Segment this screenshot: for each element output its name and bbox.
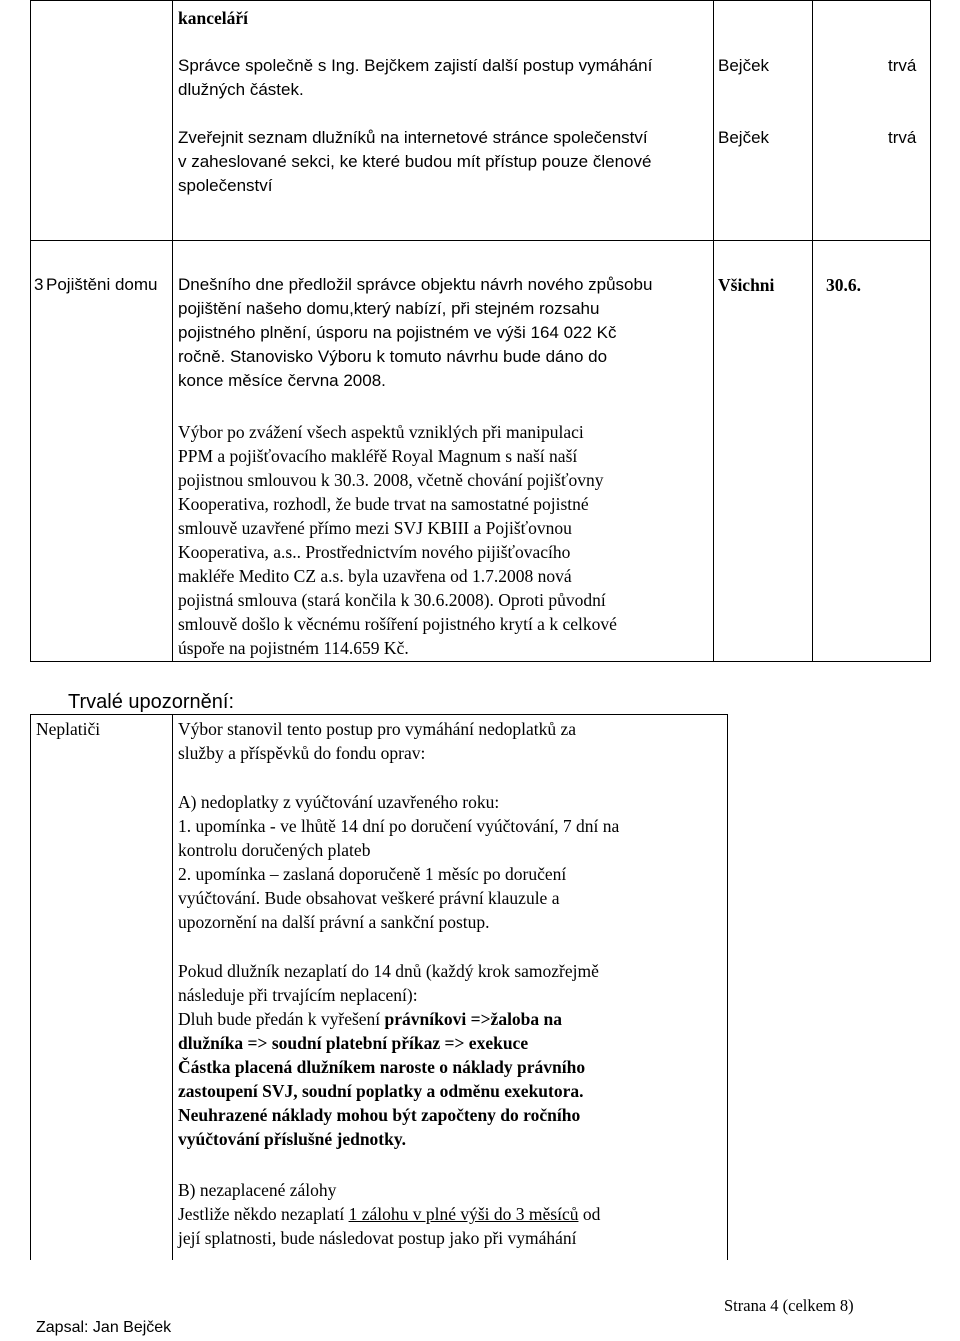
notice-p-line: následuje při trvajícím neplacení): (178, 985, 418, 1005)
notice-b-line: B) nezaplacené zálohy (178, 1180, 337, 1200)
row1-text (178, 54, 652, 102)
row2-when: trvá (888, 128, 917, 147)
row1-when: trvá (888, 56, 917, 75)
notice-border-left (30, 714, 31, 1260)
row1-line: Správce společně s Ing. Bejčkem zajistí další postup vymáhání (178, 56, 653, 75)
notice-p-line-mixed (178, 1007, 599, 1031)
notice-bold-line: zastoupení SVJ, soudní poplatky a odměnu exekutora. (178, 1081, 584, 1101)
notice-bold-line: dlužníka => soudní platební příkaz => exekuce (178, 1033, 529, 1053)
notice-intro-line: služby a příspěvků do fondu oprav: (178, 743, 426, 763)
item3-p2-line: makléře Medito CZ a.s. byla uzavřena od 1.7.2008 nová (178, 566, 572, 586)
item3-p1-line: konce měsíce června 2008. (178, 371, 386, 390)
item3-p1-line: Dnešního dne předložil správce objektu návrh nového způsobu (178, 275, 653, 294)
item3-paragraph-1 (178, 273, 652, 393)
item3-p2-line: PPM a pojišťovacího makléřě Royal Magnum s naší naší (178, 446, 578, 466)
item3-p2-line: pojistná smlouva (stará končila k 30.6.2008). Oproti původní (178, 590, 606, 610)
notice-a-line: A) nedoplatky z vyúčtování uzavřeného roku: (178, 792, 500, 812)
section-header: kanceláří (178, 8, 248, 28)
notice-p-normal: Dluh bude předán k vyřešení (178, 1009, 385, 1029)
notice-intro-line: Výbor stanovil tento postup pro vymáhání nedoplatků za (178, 719, 577, 739)
item3-p2-line: smlouvě došlo k věcnému rošíření pojistného krytí a k celkové (178, 614, 617, 634)
notice-border-right (727, 714, 728, 1260)
notice-b-text-end: od (578, 1204, 601, 1224)
row2-line: společenství (178, 176, 273, 195)
item-topic: Pojištěni domu (46, 275, 158, 294)
page-number: Strana 4 (celkem 8) (724, 1296, 854, 1315)
notice-bold-line: Částka placená dlužníkem naroste o náklady právního (178, 1057, 586, 1077)
item3-p2-line: Výbor po zvážení všech aspektů vzniklých při manipulaci (178, 422, 584, 442)
notice-label: Neplatiči (36, 719, 101, 739)
item3-p1-line: pojistného plnění, úsporu na pojistném ve výši 164 022 Kč (178, 323, 617, 342)
item-number: 3 (34, 275, 44, 294)
notice-b-line-mixed (178, 1202, 600, 1226)
item3-p2-line: smlouvě uzavřené přímo mezi SVJ KBIII a Pojišťovnou (178, 518, 572, 538)
row1-line: dlužných částek. (178, 80, 304, 99)
notice-a-line: kontrolu doručených plateb (178, 840, 371, 860)
notice-bold-line: Neuhrazené náklady mohou být započteny do ročního (178, 1105, 581, 1125)
row2-line: v zaheslované sekci, ke které budou mít přístup pouze členové (178, 152, 652, 171)
row2-line: Zveřejnit seznam dlužníků na internetové stránce společenství (178, 128, 648, 147)
footer-author: Zapsal: Jan Bejček (36, 1319, 172, 1336)
table-border-right (930, 0, 931, 662)
notice-bold-line: vyúčtování příslušné jednotky. (178, 1129, 407, 1149)
item3-p2-line: Kooperativa, a.s.. Prostřednictvím nového pijišťovacího (178, 542, 571, 562)
notice-procedure (178, 959, 599, 1151)
table-border-bottom (30, 661, 931, 662)
notice-b-underlined: 1 zálohu v plné výši do 3 měsíců (348, 1204, 579, 1224)
notice-a-line: vyúčtování. Bude obsahovat veškeré právní klauzule a (178, 888, 560, 908)
table-col-divider-text (172, 0, 173, 662)
notice-col-divider (172, 714, 173, 1260)
table-row-divider (30, 240, 931, 241)
item3-p2-line: pojistnou smlouvou k 30.3. 2008, včetně chování pojišťovny (178, 470, 604, 490)
permanent-heading: Trvalé upozornění: (68, 691, 235, 713)
notice-a-line: 1. upomínka - ve lhůtě 14 dní po doručení vyúčtování, 7 dní na (178, 816, 620, 836)
notice-section-b (178, 1178, 600, 1250)
notice-p-bold: právníkovi =>žaloba na (384, 1009, 563, 1029)
notice-border-top (30, 714, 728, 715)
row2-text (178, 126, 651, 198)
table-border-left (30, 0, 31, 662)
table-col-divider-who (713, 0, 714, 662)
item3-p2-line: Kooperativa, rozhodl, že bude trvat na samostatné pojistné (178, 494, 589, 514)
item3-who: Všichni (718, 275, 775, 295)
row2-who: Bejček (718, 128, 770, 147)
notice-b-line: její splatnosti, bude následovat postup jako při vymáhání (178, 1228, 577, 1248)
notice-b-text: Jestliže někdo nezaplatí (178, 1204, 349, 1224)
notice-a-line: 2. upomínka – zaslaná doporučeně 1 měsíc po doručení (178, 864, 567, 884)
item3-p1-line: pojištění našeho domu,který nabízí, při stejném rozsahu (178, 299, 600, 318)
table-border-top (30, 0, 931, 1)
item3-when: 30.6. (826, 275, 861, 295)
notice-p-line: Pokud dlužník nezaplatí do 14 dnů (každý krok samozřejmě (178, 961, 599, 981)
item3-p1-line: ročně. Stanovisko Výboru k tomuto návrhu bude dáno do (178, 347, 608, 366)
notice-intro (178, 717, 576, 765)
item3-paragraph-2 (178, 420, 617, 660)
item3-p2-line: úspoře na pojistném 114.659 Kč. (178, 638, 409, 658)
notice-section-a (178, 790, 619, 934)
notice-a-line: upozornění na další právní a sankční postup. (178, 912, 490, 932)
table-col-divider-when (812, 0, 813, 662)
row1-who: Bejček (718, 56, 770, 75)
